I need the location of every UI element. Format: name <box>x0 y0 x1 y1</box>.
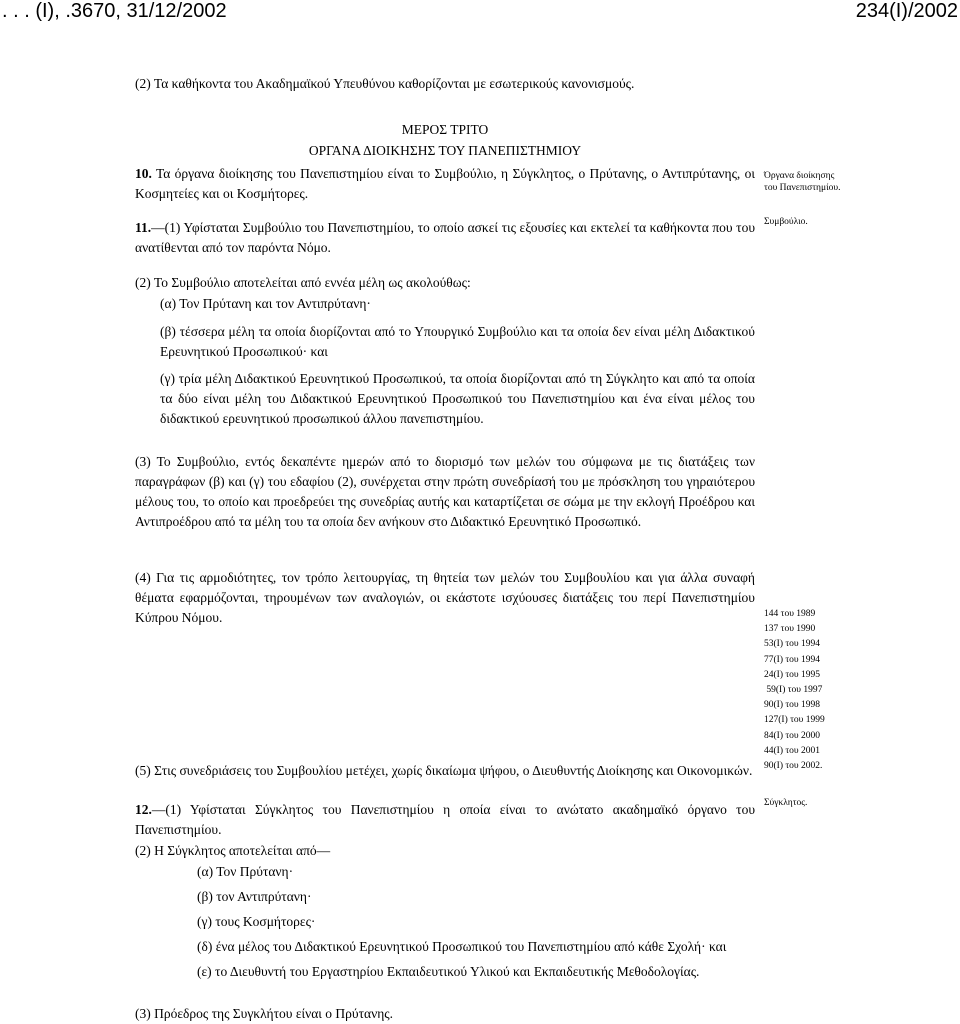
page-header <box>0 0 960 26</box>
section-11-para-2c: (γ) τρία μέλη Διδακτικού Ερευνητικού Προσωπικού, τα οποία διορίζονται από τη Σύγκλητο και από τα οποία τα δύο είναι μέλη του Διδακτικού Ερευνητικού Προσωπικού του Πανεπιστημίου και ένα είναι μέλος του διδακτικού ερευνητικού προσωπικού άλλου πανεπιστημίου. <box>160 371 755 426</box>
section-11-para-2: (2) Το Συμβούλιο αποτελείται από εννέα μέλη ως ακολούθως: <box>135 275 471 290</box>
law-reference: 24(Ι) του 1995 <box>764 669 821 680</box>
header-law-number: 234(Ι)/2002 <box>855 0 958 22</box>
margin-note-organs-line-2: του Πανεπιστημίου. <box>764 183 841 193</box>
section-12-number: 12. <box>135 802 152 817</box>
law-reference: 84(Ι) του 2000 <box>764 730 821 741</box>
section-12 <box>135 800 755 840</box>
section-11-para-3: (3) Το Συμβούλιο, εντός δεκαπέντε ημερών από το διορισμό των μελών του σύμφωνα με τις διατάξεις των παραγράφων (β) και (γ) του εδαφίου (2), συνέρχεται στην πρώτη συνεδρίασή του με πρόσκληση του γηραιότερου μέλους του, το οποίο και προεδρεύει της συνεδρίας αυτής και καταρτίζεται σε σώμα με την εκλογή Προέδρου και Αντιπροέδρου από τα μέλη του τα οποία δεν ανήκουν στο Διδακτικό Ερευνητικό Προσωπικό. <box>135 454 755 529</box>
section-12-para-2e: (ε) το Διευθυντή του Εργαστηρίου Εκπαιδευτικού Υλικού και Εκπαιδευτικής Μεθοδολογίας. <box>197 964 700 979</box>
margin-note-senate: Σύγκλητος. <box>764 798 808 808</box>
law-reference: 90(Ι) του 1998 <box>764 700 821 711</box>
section-12-para-2a: (α) Τον Πρύτανη· <box>197 864 294 879</box>
paragraph-academic-officer: (2) Τα καθήκοντα του Ακαδημαϊκού Υπευθύνου καθορίζονται με εσωτερικούς κανονισμούς. <box>135 76 635 91</box>
section-11-para-4: (4) Για τις αρμοδιότητες, τον τρόπο λειτουργίας, τη θητεία των μελών του Συμβουλίου και για άλλα συναφή θέματα εφαρμόζονται, τηρουμένων των αναλογιών, οι εκάστοτε ισχύουσες διατάξεις του περί Πανεπιστημίου Κύπρου Νόμου. <box>135 570 755 625</box>
law-reference: 90(Ι) του 2002. <box>764 761 823 772</box>
margin-note-organs <box>764 170 954 194</box>
section-11-text: —(1) Υφίσταται Συμβούλιο του Πανεπιστημίου, το οποίο ασκεί τις εξουσίες και εκτελεί τα καθήκοντα που του ανατίθενται από τον παρόντα Νόμο. <box>135 220 755 255</box>
part-title: ΜΕΡΟΣ ΤΡΙΤΟ <box>401 122 489 137</box>
margin-note-organs-line-1: Όργανα διοίκησης <box>764 171 835 181</box>
margin-law-references <box>764 607 954 774</box>
section-10-text: Τα όργανα διοίκησης του Πανεπιστημίου είναι το Συμβούλιο, η Σύγκλητος, ο Πρύτανης, ο Αντιπρύτανης, οι Κοσμητείες και οι Κοσμήτορες. <box>135 166 755 201</box>
section-12-text: —(1) Υφίσταται Σύγκλητος του Πανεπιστημίου η οποία είναι το ανώτατο ακαδημαϊκό όργανο του Πανεπιστημίου. <box>135 802 755 837</box>
law-reference: 53(Ι) του 1994 <box>764 639 821 650</box>
section-12-para-3: (3) Πρόεδρος της Συγκλήτου είναι ο Πρύτανης. <box>135 1006 393 1021</box>
section-12-para-2d: (δ) ένα μέλος του Διδακτικού Ερευνητικού Προσωπικού του Πανεπιστημίου από κάθε Σχολή· και <box>197 939 727 954</box>
part-subtitle: ΟΡΓΑΝΑ ΔΙΟΙΚΗΣΗΣ ΤΟΥ ΠΑΝΕΠΙΣΤΗΜΙΟΥ <box>308 143 582 158</box>
law-reference: 144 του 1989 <box>764 609 816 619</box>
law-reference: 44(Ι) του 2001 <box>764 745 821 756</box>
section-12-para-2b: (β) τον Αντιπρύτανη· <box>197 889 312 904</box>
law-reference: 127(Ι) του 1999 <box>764 715 825 726</box>
section-10-number: 10. <box>135 166 152 181</box>
section-12-para-2c: (γ) τους Κοσμήτορες· <box>197 914 316 929</box>
section-11-para-2b: (β) τέσσερα μέλη τα οποία διορίζονται από το Υπουργικό Συμβούλιο και τα οποία δεν είναι μέλη Διδακτικού Ερευνητικού Προσωπικού· και <box>160 324 755 359</box>
section-11-para-2a: (α) Τον Πρύτανη και τον Αντιπρύτανη· <box>160 296 371 311</box>
law-reference: 77(Ι) του 1994 <box>764 654 821 665</box>
law-reference: 59(Ι) του 1997 <box>764 685 823 696</box>
section-11-number: 11. <box>135 220 152 235</box>
section-11 <box>135 218 755 258</box>
header-gazette-ref: . . . (Ι), .3670, 31/12/2002 <box>2 0 227 22</box>
section-11-para-5: (5) Στις συνεδριάσεις του Συμβουλίου μετέχει, χωρίς δικαίωμα ψήφου, ο Διευθυντής Διοίκησης και Οικονομικών. <box>135 763 753 778</box>
section-12-para-2: (2) Η Σύγκλητος αποτελείται από— <box>135 843 331 858</box>
section-10 <box>135 164 755 204</box>
law-reference: 137 του 1990 <box>764 624 816 635</box>
margin-note-council: Συμβούλιο. <box>764 217 808 227</box>
